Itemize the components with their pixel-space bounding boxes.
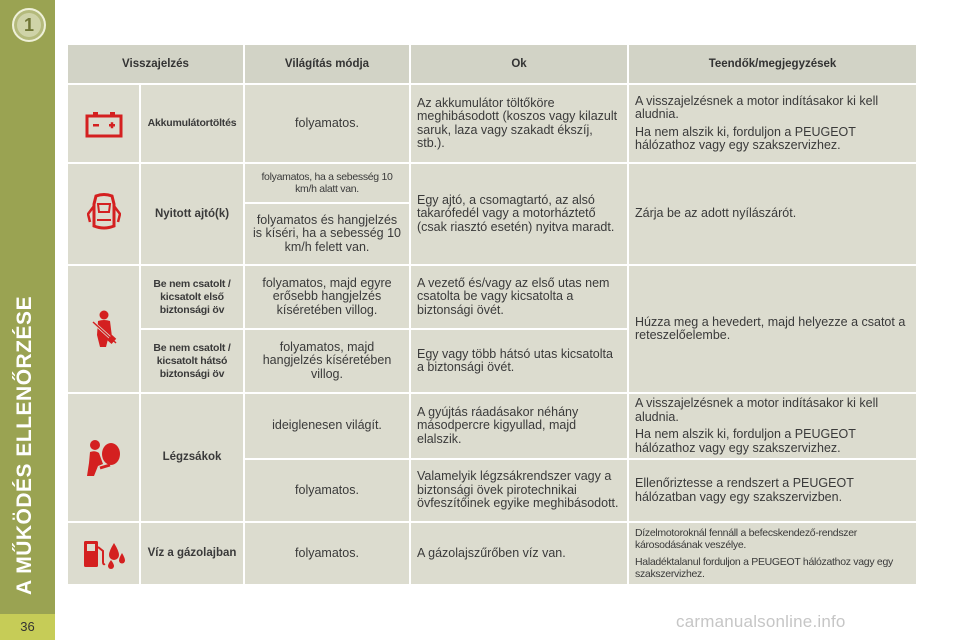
watermark: carmanualsonline.info: [676, 612, 846, 631]
water-cause: A gázolajszűrőben víz van.: [411, 523, 629, 586]
airbag-icon: [84, 438, 124, 478]
table-header-row: [68, 45, 916, 85]
seatbelt-action: Húzza meg a hevedert, majd helyezze a csatot a reteszelőelembe.: [629, 266, 916, 394]
fuel-water-icon: [81, 537, 127, 571]
door-action: Zárja be az adott nyílászárót.: [629, 164, 916, 266]
table-row: [68, 164, 916, 204]
airbag-action-2: Ellenőriztesse a rendszert a PEUGEOT hálózatban vagy egy szakszervizben.: [629, 460, 916, 523]
door-icon-cell: [68, 164, 141, 266]
water-action-2: Haladéktalanul forduljon a PEUGEOT hálózathoz vagy egy szakszervizhez.: [635, 555, 893, 580]
water-icon-cell: [68, 523, 141, 586]
water-action-1: Dízelmotoroknál fennáll a befecskendező-rendszer károsodásának veszélye.: [635, 526, 857, 551]
table-row: [68, 85, 916, 164]
water-mode: folyamatos.: [245, 523, 411, 586]
header-cause: Ok: [411, 45, 629, 85]
header-actions: Teendők/megjegyzések: [629, 45, 916, 85]
battery-action-2: Ha nem alszik ki, forduljon a PEUGEOT hálózathoz vagy egy szakszervizhez.: [635, 124, 856, 152]
seatbelt-front-name: Be nem csatolt / kicsatolt első biztonsági öv: [141, 266, 245, 330]
header-indicator: Visszajelzés: [68, 45, 245, 85]
table-row: [68, 394, 916, 460]
airbag-action-1b: Ha nem alszik ki, forduljon a PEUGEOT hálózathoz vagy egy szakszervizhez.: [635, 427, 856, 455]
door-name: Nyitott ajtó(k): [141, 164, 245, 266]
door-mode-2: folyamatos és hangjelzés is kíséri, ha a sebesség 10 km/h felett van.: [245, 204, 411, 266]
battery-action-1: A visszajelzésnek a motor indításakor ki kell aludnia.: [635, 93, 879, 121]
battery-icon-cell: [68, 85, 141, 164]
seatbelt-icon: [89, 309, 119, 349]
airbag-mode-1: ideiglenesen világít.: [245, 394, 411, 460]
battery-name: Akkumulátortöltés: [141, 85, 245, 164]
door-cause: Egy ajtó, a csomagtartó, az alsó takarófedél vagy a motorháztető (csak riasztó esetén) nyitva maradt.: [411, 164, 629, 266]
seatbelt-rear-name: Be nem csatolt / kicsatolt hátsó biztonsági öv: [141, 330, 245, 394]
airbag-icon-cell: [68, 394, 141, 523]
airbag-action-1a: A visszajelzésnek a motor indításakor ki kell aludnia.: [635, 396, 879, 424]
open-door-icon: [87, 192, 121, 236]
battery-mode: folyamatos.: [245, 85, 411, 164]
chapter-badge: 1: [12, 8, 46, 42]
airbag-name: Légzsákok: [141, 394, 245, 523]
battery-actions: [629, 85, 916, 164]
water-name: Víz a gázolajban: [141, 523, 245, 586]
water-actions: [629, 523, 916, 586]
seatbelt-rear-mode: folyamatos, majd hangjelzés kíséretében villog.: [245, 330, 411, 394]
seatbelt-rear-cause: Egy vagy több hátsó utas kicsatolta a biztonsági övét.: [411, 330, 629, 394]
seatbelt-front-mode: folyamatos, majd egyre erősebb hangjelzés kíséretében villog.: [245, 266, 411, 330]
battery-icon: [84, 110, 124, 138]
seatbelt-front-cause: A vezető és/vagy az első utas nem csatolta be vagy kicsatolta a biztonsági övét.: [411, 266, 629, 330]
airbag-actions-1: [629, 394, 916, 460]
chapter-title: A MŰKÖDÉS ELLENŐRZÉSE: [13, 295, 36, 595]
table-row: [68, 523, 916, 586]
warning-lights-table: [68, 45, 916, 586]
header-mode: Világítás módja: [245, 45, 411, 85]
door-mode-1: folyamatos, ha a sebesség 10 km/h alatt van.: [245, 164, 411, 204]
page-number: 36: [0, 614, 55, 640]
battery-cause: Az akkumulátor töltőköre meghibásodott (koszos vagy kilazult saruk, laza vagy szakadt ékszíj, stb.).: [411, 85, 629, 164]
airbag-cause-1: A gyújtás ráadásakor néhány másodpercre kigyullad, majd elalszik.: [411, 394, 629, 460]
airbag-mode-2: folyamatos.: [245, 460, 411, 523]
airbag-cause-2: Valamelyik légzsákrendszer vagy a biztonsági övek pirotechnikai övfeszítőinek egyike meghibásodott.: [411, 460, 629, 523]
seatbelt-icon-cell: [68, 266, 141, 394]
table-row: [68, 266, 916, 330]
